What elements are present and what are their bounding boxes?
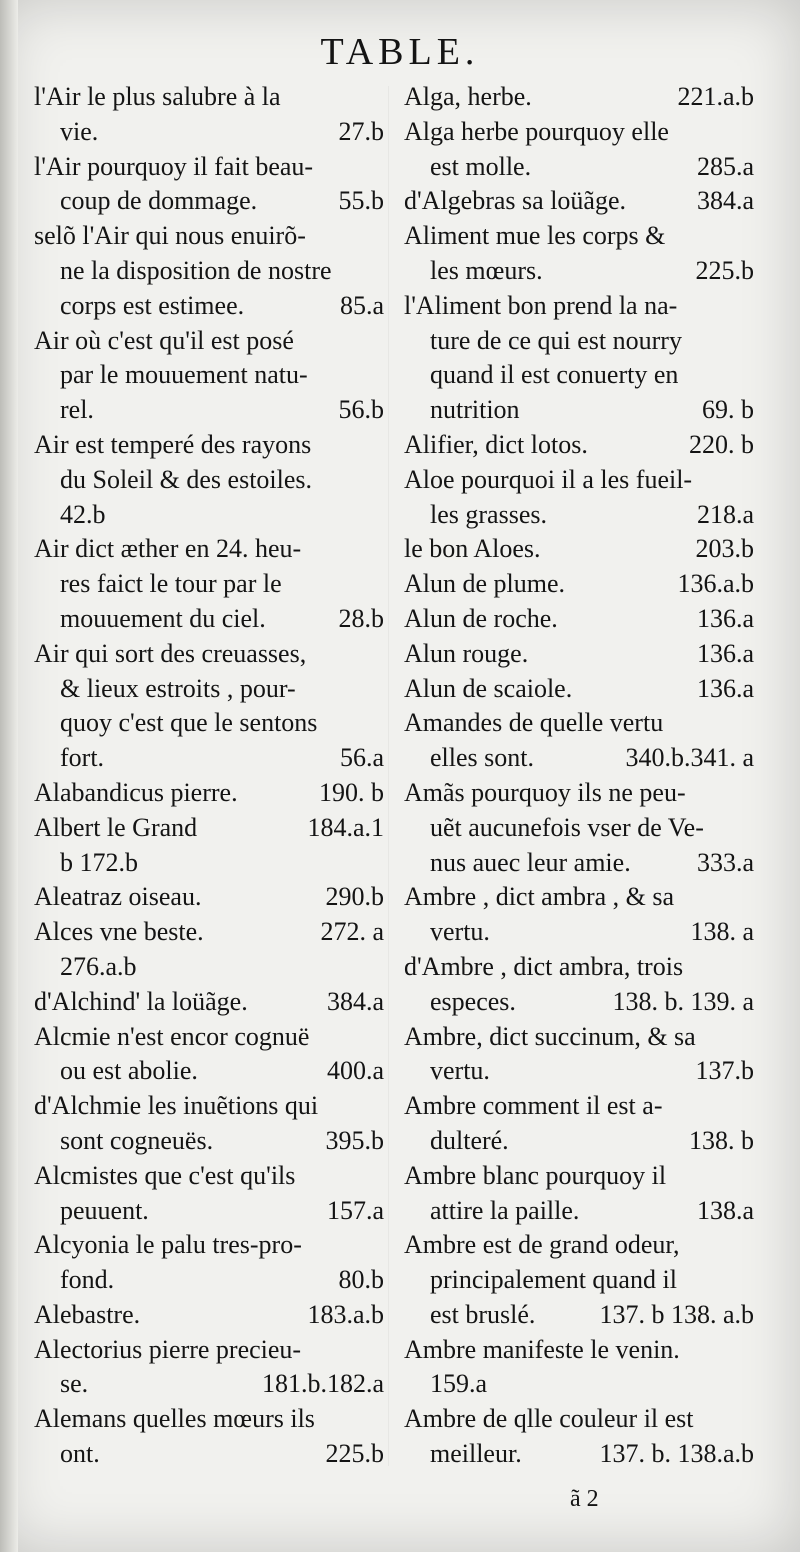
entry-line xyxy=(404,776,754,811)
entry-line xyxy=(404,1089,754,1124)
entry-line xyxy=(34,1437,384,1472)
entry-line xyxy=(34,358,384,393)
entry-text: selõ l'Air qui nous enuirõ- xyxy=(34,221,306,251)
entry-text: sont cogneuës. xyxy=(60,1125,214,1155)
index-entry xyxy=(34,915,384,985)
page-reference: 384.a xyxy=(696,186,754,216)
entry-text: Amãs pourquoy ils ne peu- xyxy=(404,777,686,807)
entry-text: especes. xyxy=(430,986,516,1016)
page-reference: 138. a xyxy=(690,917,754,947)
entry-line xyxy=(34,1367,384,1402)
entry-text: est molle. xyxy=(430,151,532,181)
entry-text: Alun de scaiole. xyxy=(404,673,573,703)
entry-line xyxy=(34,1159,384,1194)
entry-text: du Soleil & des estoiles. xyxy=(60,464,313,494)
entry-text: coup de dommage. xyxy=(60,186,258,216)
page-reference: 69. b xyxy=(702,395,754,425)
entry-line xyxy=(34,1020,384,1055)
entry-line xyxy=(34,1089,384,1124)
entry-line xyxy=(34,393,384,428)
page-reference: 28.b xyxy=(338,603,384,633)
page-reference: 80.b xyxy=(338,1265,384,1295)
entry-line xyxy=(404,1124,754,1159)
entry-line xyxy=(34,254,384,289)
index-entry xyxy=(404,532,754,567)
entry-text: vie. xyxy=(60,116,99,146)
page-reference: 218.a xyxy=(696,499,754,529)
entry-text: d'Algebras sa loüãge. xyxy=(404,186,627,216)
entry-text: vertu. xyxy=(430,1056,490,1086)
entry-line xyxy=(404,950,754,985)
entry-text: 42.b xyxy=(60,499,106,529)
page-reference: 137.b xyxy=(695,1056,754,1086)
page-reference: 203.b xyxy=(695,534,754,564)
entry-line xyxy=(34,1228,384,1263)
entry-line xyxy=(404,289,754,324)
entry-line xyxy=(404,532,754,567)
entry-text: vertu. xyxy=(430,917,490,947)
entry-line xyxy=(404,463,754,498)
entry-line xyxy=(404,811,754,846)
entry-text: 159.a xyxy=(430,1369,488,1399)
entry-line xyxy=(34,428,384,463)
entry-line xyxy=(34,324,384,359)
entry-text: meilleur. xyxy=(430,1439,522,1469)
entry-line xyxy=(404,1194,754,1229)
index-entry xyxy=(34,1402,384,1472)
entry-line xyxy=(34,1194,384,1229)
entry-text: Alcmie n'est encor cognuë xyxy=(34,1021,310,1051)
page-reference: 220. b xyxy=(689,429,754,459)
page-reference: 136.a xyxy=(696,603,754,633)
entry-line xyxy=(404,219,754,254)
index-entry xyxy=(34,324,384,428)
index-entry xyxy=(404,672,754,707)
index-entry xyxy=(404,880,754,950)
entry-text: ont. xyxy=(60,1439,100,1469)
entry-text: mouuement du ciel. xyxy=(60,603,266,633)
entry-text: fond. xyxy=(60,1265,115,1295)
entry-line xyxy=(34,184,384,219)
entry-text: corps est estimee. xyxy=(60,290,245,320)
entry-text: b 172.b xyxy=(60,847,138,877)
entry-line xyxy=(404,324,754,359)
entry-line xyxy=(34,776,384,811)
entry-text: Ambre, dict succinum, & sa xyxy=(404,1021,696,1051)
index-entry xyxy=(34,776,384,811)
page-reference: 181.b.182.a xyxy=(261,1369,384,1399)
entry-line xyxy=(34,289,384,324)
entry-line xyxy=(404,741,754,776)
entry-text: Air dict æther en 24. heu- xyxy=(34,534,302,564)
entry-line xyxy=(34,463,384,498)
page-reference: 272. a xyxy=(320,917,384,947)
entry-line xyxy=(404,1402,754,1437)
index-entry xyxy=(404,776,754,880)
entry-line xyxy=(404,393,754,428)
entry-text: par le mouuement natu- xyxy=(60,360,308,390)
entry-line xyxy=(34,80,384,115)
entry-text: Albert le Grand xyxy=(34,812,198,842)
entry-line xyxy=(404,1054,754,1089)
entry-text: Alectorius pierre precieu- xyxy=(34,1334,302,1364)
entry-text: ture de ce qui est nourry xyxy=(430,325,682,355)
page-reference: 285.a xyxy=(696,151,754,181)
entry-line xyxy=(404,150,754,185)
index-entry xyxy=(34,1228,384,1298)
page-reference: 137. b 138. a.b xyxy=(599,1299,754,1329)
entry-text: les mœurs. xyxy=(430,255,543,285)
entry-line xyxy=(34,1124,384,1159)
entry-text: Air qui sort des creuasses, xyxy=(34,638,307,668)
entry-text: principalement quand il xyxy=(430,1265,677,1295)
entry-line xyxy=(34,846,384,881)
index-entry xyxy=(34,1089,384,1159)
index-entry xyxy=(404,1159,754,1229)
entry-text: Aleatraz oiseau. xyxy=(34,882,202,912)
entry-line xyxy=(404,672,754,707)
entry-text: nus auec leur amie. xyxy=(430,847,631,877)
entry-text: Alces vne beste. xyxy=(34,917,204,947)
index-entry xyxy=(34,1020,384,1090)
entry-line xyxy=(404,567,754,602)
page-reference: 136.a xyxy=(696,638,754,668)
index-entry xyxy=(404,950,754,1020)
entry-line xyxy=(34,950,384,985)
index-entry xyxy=(34,428,384,532)
index-entry xyxy=(404,289,754,428)
entry-line xyxy=(404,1020,754,1055)
entry-line xyxy=(404,880,754,915)
index-entry xyxy=(34,880,384,915)
index-entry xyxy=(34,811,384,881)
entry-text: peuuent. xyxy=(60,1195,149,1225)
index-entry xyxy=(404,1228,754,1332)
page-reference: 384.a xyxy=(326,986,384,1016)
index-entry xyxy=(34,150,384,220)
index-entry xyxy=(34,532,384,636)
column-divider xyxy=(388,86,389,1466)
entry-text: se. xyxy=(60,1369,89,1399)
entry-text: Ambre manifeste le venin. xyxy=(404,1334,680,1364)
entry-text: res faict le tour par le xyxy=(60,569,282,599)
entry-text: d'Alchmie les inuẽtions qui xyxy=(34,1091,319,1121)
entry-text: Alun de plume. xyxy=(404,569,566,599)
index-entry xyxy=(404,428,754,463)
index-entry xyxy=(404,80,754,115)
page-reference: 290.b xyxy=(325,882,384,912)
page-binding-edge xyxy=(0,0,18,1552)
page-reference: 56.a xyxy=(339,743,384,773)
entry-text: Alun rouge. xyxy=(404,638,529,668)
page-reference: 137. b. 138.a.b xyxy=(599,1439,754,1469)
entry-text: ou est abolie. xyxy=(60,1056,198,1086)
entry-line xyxy=(34,1333,384,1368)
entry-line xyxy=(404,846,754,881)
index-entry xyxy=(404,463,754,533)
entry-text: Ambre blanc pourquoy il xyxy=(404,1160,667,1190)
index-entry xyxy=(404,184,754,219)
entry-line xyxy=(404,115,754,150)
entry-text: Aloe pourquoi il a les fueil- xyxy=(404,464,693,494)
entry-line xyxy=(404,1333,754,1368)
entry-text: Alga, herbe. xyxy=(404,82,532,111)
entry-line xyxy=(34,915,384,950)
index-entry xyxy=(404,1089,754,1159)
entry-text: quand il est conuerty en xyxy=(430,360,679,390)
entry-line xyxy=(404,498,754,533)
entry-text: elles sont. xyxy=(430,743,534,773)
index-entry xyxy=(34,80,384,150)
entry-text: Alcyonia le palu tres-pro- xyxy=(34,1230,302,1260)
page-reference: 136.a.b xyxy=(677,569,754,599)
page-reference: 55.b xyxy=(338,186,384,216)
page-reference: 225.b xyxy=(325,1439,384,1469)
entry-line xyxy=(404,1437,754,1472)
entry-line xyxy=(404,1367,754,1402)
index-entry xyxy=(34,219,384,323)
entry-line xyxy=(34,150,384,185)
entry-text: Alcmistes que c'est qu'ils xyxy=(34,1160,296,1190)
entry-line xyxy=(34,811,384,846)
index-entry xyxy=(404,602,754,637)
page-reference: 333.a xyxy=(696,847,754,877)
entry-line xyxy=(404,1263,754,1298)
entry-text: est bruslé. xyxy=(430,1299,536,1329)
entry-line xyxy=(404,254,754,289)
entry-text: ne la disposition de nostre xyxy=(60,255,332,285)
signature-mark: ã 2 xyxy=(570,1486,599,1512)
entry-line xyxy=(404,637,754,672)
page-reference: 225.b xyxy=(695,255,754,285)
index-entry xyxy=(404,219,754,289)
entry-line xyxy=(404,1159,754,1194)
page-reference: 157.a xyxy=(326,1195,384,1225)
entry-line xyxy=(404,985,754,1020)
index-entry xyxy=(404,1020,754,1090)
right-column xyxy=(404,80,754,1472)
page-reference: 138. b. 139. a xyxy=(612,986,754,1016)
left-column xyxy=(34,80,384,1472)
entry-line xyxy=(404,428,754,463)
entry-line xyxy=(34,672,384,707)
page-reference: 56.b xyxy=(338,395,384,425)
entry-text: Ambre comment il est a- xyxy=(404,1091,663,1121)
page-reference: 340.b.341. a xyxy=(625,743,754,773)
entry-text: Alifier, dict lotos. xyxy=(404,429,588,459)
entry-line xyxy=(404,184,754,219)
entry-text: Alabandicus pierre. xyxy=(34,777,238,807)
index-entry xyxy=(34,1298,384,1333)
entry-line xyxy=(34,1298,384,1333)
entry-line xyxy=(404,706,754,741)
entry-line xyxy=(404,915,754,950)
entry-text: quoy c'est que le sentons xyxy=(60,708,318,738)
entry-line xyxy=(34,741,384,776)
entry-text: nutrition xyxy=(430,395,520,425)
entry-line xyxy=(34,880,384,915)
index-entry xyxy=(404,1402,754,1472)
index-entry xyxy=(34,637,384,776)
index-entry xyxy=(404,567,754,602)
page-title: TABLE. xyxy=(320,31,480,73)
entry-text: & lieux estroits , pour- xyxy=(60,673,296,703)
entry-text: attire la paille. xyxy=(430,1195,580,1225)
page-reference: 221.a.b xyxy=(677,82,754,111)
index-entry xyxy=(404,706,754,776)
entry-text: Air où c'est qu'il est posé xyxy=(34,325,294,355)
entry-line xyxy=(404,602,754,637)
page-reference: 85.a xyxy=(339,290,384,320)
entry-text: dulteré. xyxy=(430,1125,509,1155)
entry-text: Alga herbe pourquoy elle xyxy=(404,116,669,146)
entry-text: le bon Aloes. xyxy=(404,534,541,564)
entry-text: Alun de roche. xyxy=(404,603,558,633)
index-entry xyxy=(34,1159,384,1229)
entry-text: fort. xyxy=(60,743,105,773)
entry-line xyxy=(404,1228,754,1263)
entry-line xyxy=(34,985,384,1020)
entry-text: les grasses. xyxy=(430,499,547,529)
page-reference: 395.b xyxy=(325,1125,384,1155)
entry-text: Aliment mue les corps & xyxy=(404,221,666,251)
entry-line xyxy=(34,219,384,254)
entry-text: Air est temperé des rayons xyxy=(34,429,312,459)
page-reference: 138. b xyxy=(689,1125,754,1155)
entry-text: Ambre est de grand odeur, xyxy=(404,1230,680,1260)
entry-line xyxy=(34,532,384,567)
entry-text: l'Aliment bon prend la na- xyxy=(404,290,678,320)
entry-line xyxy=(34,498,384,533)
entry-text: Amandes de quelle vertu xyxy=(404,708,664,738)
page-reference: 183.a.b xyxy=(307,1299,384,1329)
entry-text: Ambre de qlle couleur il est xyxy=(404,1404,694,1434)
page-reference: 136.a xyxy=(696,673,754,703)
entry-line xyxy=(34,1054,384,1089)
index-entry xyxy=(34,985,384,1020)
entry-line xyxy=(34,115,384,150)
index-entry xyxy=(34,1333,384,1403)
entry-line xyxy=(404,80,754,115)
entry-text: l'Air le plus salubre à la xyxy=(34,82,281,111)
entry-line xyxy=(34,1263,384,1298)
entry-text: uẽt aucunefois vser de Ve- xyxy=(430,812,704,842)
page-reference: 138.a xyxy=(696,1195,754,1225)
index-entry xyxy=(404,115,754,185)
entry-text: Ambre , dict ambra , & sa xyxy=(404,882,675,912)
entry-text: Alebastre. xyxy=(34,1299,141,1329)
index-entry xyxy=(404,637,754,672)
page-reference: 27.b xyxy=(338,116,384,146)
entry-line xyxy=(34,602,384,637)
entry-text: rel. xyxy=(60,395,94,425)
entry-line xyxy=(34,1402,384,1437)
entry-text: d'Ambre , dict ambra, trois xyxy=(404,951,684,981)
page-reference: 184.a.1 xyxy=(307,812,384,842)
entry-line xyxy=(34,706,384,741)
entry-text: 276.a.b xyxy=(60,951,137,981)
page-reference: 400.a xyxy=(326,1056,384,1086)
entry-line xyxy=(34,637,384,672)
page-reference: 190. b xyxy=(319,777,384,807)
entry-text: d'Alchind' la loüãge. xyxy=(34,986,248,1016)
entry-text: l'Air pourquoy il fait beau- xyxy=(34,151,314,181)
entry-text: Alemans quelles mœurs ils xyxy=(34,1404,315,1434)
entry-line xyxy=(34,567,384,602)
entry-line xyxy=(404,358,754,393)
index-entry xyxy=(404,1333,754,1403)
entry-line xyxy=(404,1298,754,1333)
